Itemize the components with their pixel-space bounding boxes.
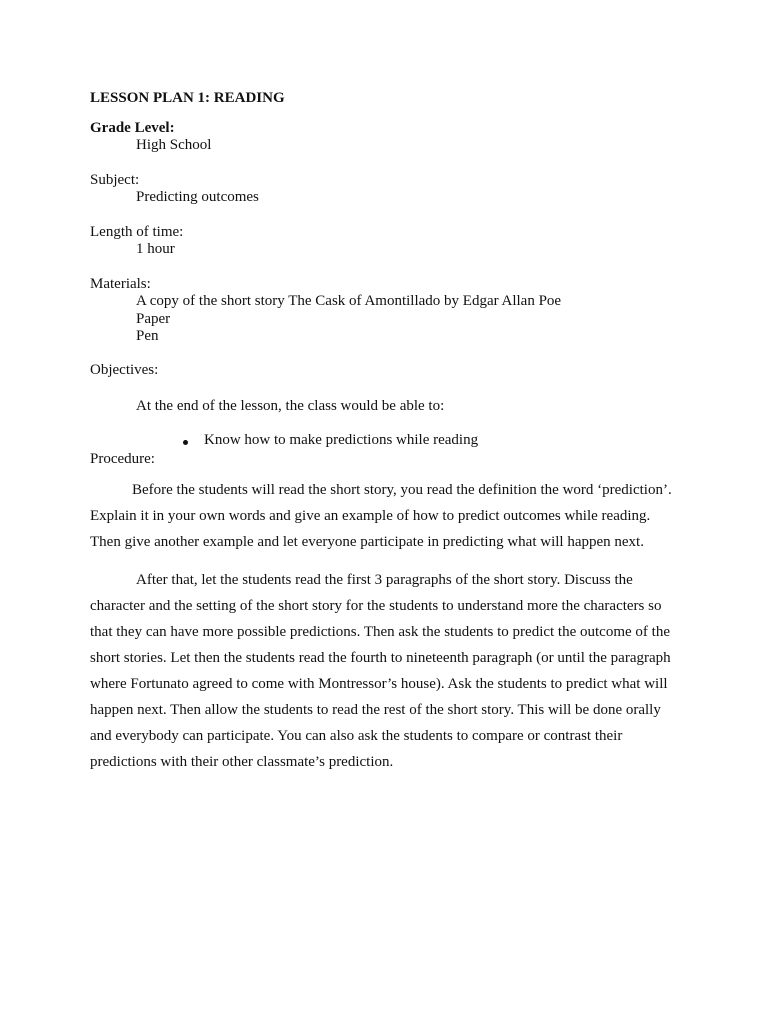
paragraph-line: character and the setting of the short story for the students to understand more the characters so <box>90 598 662 614</box>
paragraph-line: Explain it in your own words and give an example of how to predict outcomes while reading. <box>90 508 651 524</box>
lesson-title: LESSON PLAN 1: READING <box>90 90 285 106</box>
materials-item: Paper <box>136 311 171 327</box>
paragraph-line: that they can have more possible predictions. Then ask the students to predict the outcome of the <box>90 624 670 640</box>
paragraph-line: happen next. Then allow the students to read the rest of the short story. This will be done orally <box>90 702 661 718</box>
length-label: Length of time: <box>90 224 184 240</box>
objectives-intro: At the end of the lesson, the class would be able to: <box>136 398 445 414</box>
subject-label: Subject: <box>90 172 140 188</box>
objective-bullet: Know how to make predictions while reading <box>204 432 479 448</box>
paragraph-line: predictions with their other classmate’s prediction. <box>90 754 394 770</box>
objectives-label: Objectives: <box>90 362 159 378</box>
procedure-paragraph-1 <box>90 477 690 555</box>
materials-label: Materials: <box>90 276 151 292</box>
paragraph-line: and everybody can participate. You can also ask the students to compare or contrast their <box>90 728 623 744</box>
paragraph-line: short stories. Let then the students read the fourth to nineteenth paragraph (or until the paragraph <box>90 650 671 666</box>
paragraph-line: Then give another example and let everyone participate in predicting what will happen next. <box>90 534 644 550</box>
grade-level-label: Grade Level: <box>90 120 175 136</box>
procedure-paragraph-2 <box>90 567 690 775</box>
length-value: 1 hour <box>136 241 175 257</box>
grade-level-value: High School <box>136 137 212 153</box>
subject-value: Predicting outcomes <box>136 189 259 205</box>
materials-item: A copy of the short story The Cask of Amontillado by Edgar Allan Poe <box>136 293 562 309</box>
paragraph-line: where Fortunato agreed to come with Montressor’s house). Ask the students to predict what will <box>90 676 668 692</box>
bullet-icon <box>183 440 188 445</box>
paragraph-line: After that, let the students read the first 3 paragraphs of the short story. Discuss the <box>136 572 633 588</box>
procedure-label: Procedure: <box>90 451 155 467</box>
paragraph-line: Before the students will read the short story, you read the definition the word ‘prediction’. <box>132 482 672 498</box>
materials-item: Pen <box>136 328 159 344</box>
